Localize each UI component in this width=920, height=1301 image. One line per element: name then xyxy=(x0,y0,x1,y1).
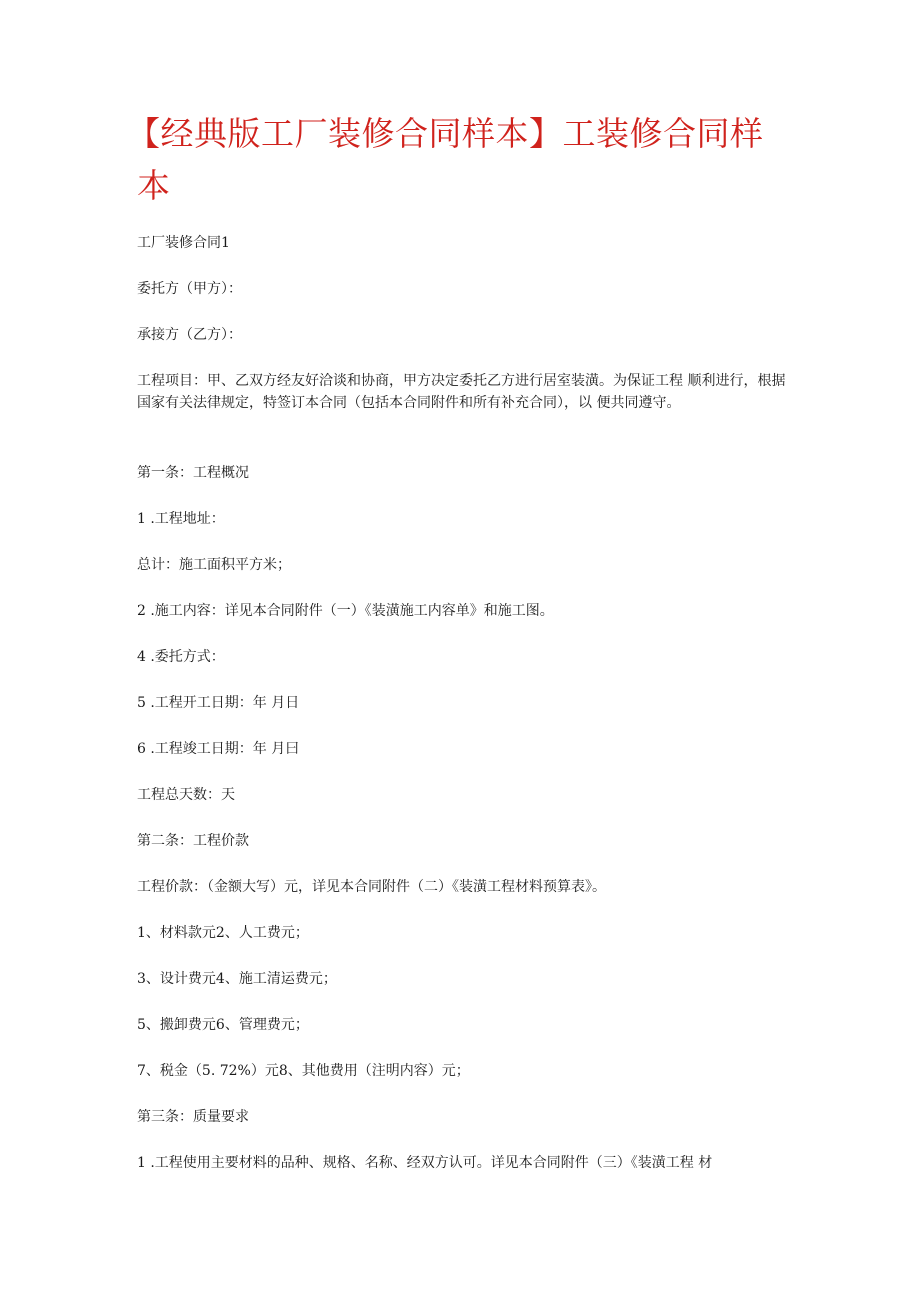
paragraph-cost-3: 5、搬卸费元6、管理费元； xyxy=(137,1017,309,1033)
paragraph-article-1: 第一条：工程概况 xyxy=(137,465,249,481)
document-title: 【经典版工厂装修合同样本】工装修合同样本 xyxy=(127,114,764,205)
paragraph-method: 4 .委托方式： xyxy=(137,649,225,665)
paragraph-start-date: 5 .工程开工日期：年 月日 xyxy=(137,695,300,711)
paragraph-cost-2: 3、设计费元4、施工清运费元； xyxy=(137,971,337,987)
paragraph-cost-4: 7、税金（5. 72%）元8、其他费用（注明内容）元； xyxy=(137,1063,470,1079)
paragraph-article-3: 第三条：质量要求 xyxy=(137,1109,249,1125)
paragraph-total-days: 工程总天数：天 xyxy=(137,787,235,803)
paragraph-party-b: 承接方（乙方）： xyxy=(137,327,242,343)
paragraph-materials: 1 .工程使用主要材料的品种、规格、名称、经双方认可。详见本合同附件（三）《装潢工程 材 xyxy=(137,1155,713,1171)
paragraph-end-date: 6 .工程竣工日期：年 月曰 xyxy=(137,741,300,757)
paragraph-project: 工程项目：甲、乙双方经友好洽谈和协商，甲方决定委托乙方进行居室装潢。为保证工程 顺利进行，根据国家有关法律规定，特签订本合同（包括本合同附件和所有补充合同），以 便共同遵守。 xyxy=(137,373,786,411)
paragraph-address: 1 .工程地址： xyxy=(137,511,225,527)
paragraph-party-a: 委托方（甲方）： xyxy=(137,281,242,297)
paragraph-area: 总计：施工面积平方米； xyxy=(137,557,291,573)
paragraph-cost-1: 1、材料款元2、人工费元； xyxy=(137,925,309,941)
paragraph-price: 工程价款：（金额大写）元，详见本合同附件（二）《装潢工程材料预算表》。 xyxy=(137,879,606,895)
paragraph-contract-name: 工厂装修合同1 xyxy=(137,235,230,251)
paragraph-article-2: 第二条：工程价款 xyxy=(137,833,249,849)
paragraph-content: 2 .施工内容：详见本合同附件（一）《装潢施工内容单》和施工图。 xyxy=(137,603,554,619)
